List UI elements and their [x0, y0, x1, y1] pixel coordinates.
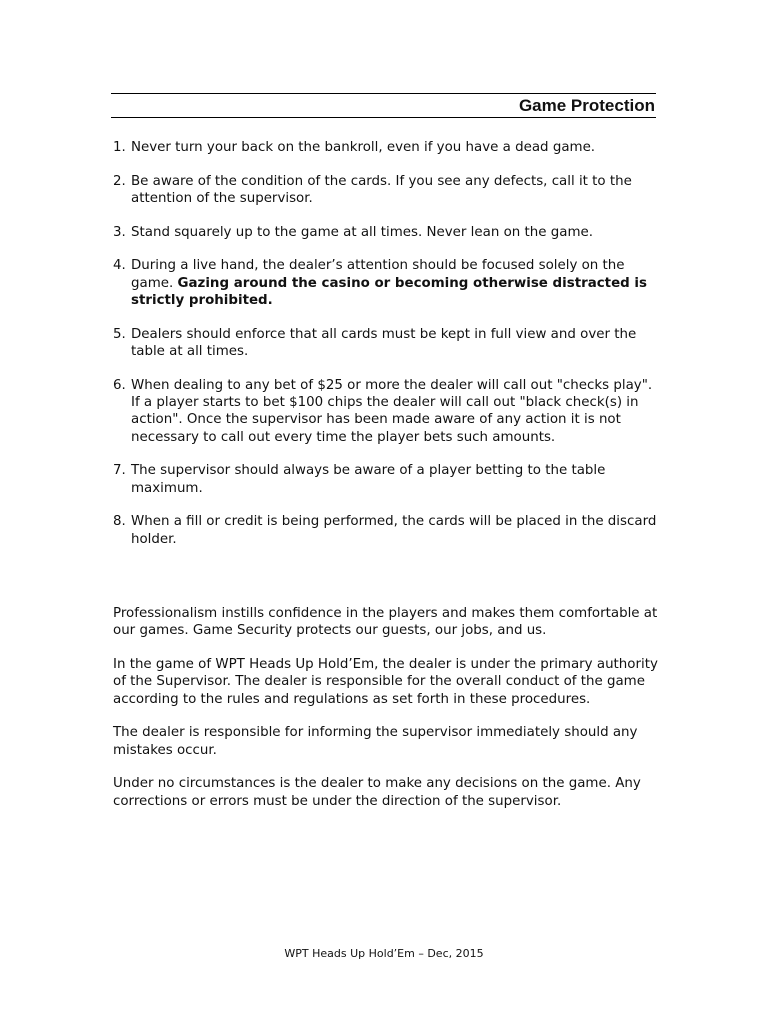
page-title: Game Protection [518, 96, 655, 115]
list-item-number: 3. [113, 224, 126, 240]
list-item-emphasis: Gazing around the casino or becoming otherwise distracted is strictly prohibited. [131, 275, 647, 308]
list-item-number: 8. [113, 514, 126, 530]
list-item-number: 4. [113, 258, 126, 274]
list-item-number: 1. [113, 140, 126, 155]
header-top-rule [111, 93, 656, 94]
list-item [113, 173, 663, 208]
list-item-text: The supervisor should always be aware of a player betting to the table maximum. [131, 463, 606, 496]
list-item-text: When a fill or credit is being performed, the cards will be placed in the discard holder. [131, 514, 657, 547]
body-paragraphs [113, 605, 663, 826]
list-item [113, 513, 663, 548]
list-item [113, 139, 663, 156]
list-item-number: 7. [113, 463, 126, 479]
list-item-number: 6. [113, 377, 126, 393]
page-footer: WPT Heads Up Hold’Em – Dec, 2015 [284, 947, 484, 960]
list-item-text: Never turn your back on the bankroll, even if you have a dead game. [131, 140, 596, 155]
list-item [113, 224, 663, 241]
paragraph-decisions: Under no circumstances is the dealer to make any decisions on the game. Any corrections or errors must be under the direction of the supervisor. [113, 776, 641, 809]
list-item-text: During a live hand, the dealer’s attention should be focused solely on the game. [131, 258, 625, 291]
list-item [113, 462, 663, 497]
list-item-number: 2. [113, 173, 126, 189]
header-bottom-rule [111, 117, 656, 118]
rules-list [113, 139, 663, 564]
list-item-number: 5. [113, 326, 126, 342]
paragraph-authority: In the game of WPT Heads Up Hold’Em, the dealer is under the primary authority of the Supervisor. The dealer is responsible for the overall conduct of the game according to the rules and regulations as set forth in these procedures. [113, 657, 658, 707]
list-item-text: Dealers should enforce that all cards must be kept in full view and over the table at all times. [131, 326, 637, 359]
paragraph-mistakes: The dealer is responsible for informing the supervisor immediately should any mistakes occur. [113, 725, 638, 758]
list-item [113, 377, 663, 447]
list-item-text: When dealing to any bet of $25 or more the dealer will call out "checks play". If a player starts to bet $100 chips the dealer will call out "black check(s) in action". Once the supervisor has been made aware of any action it is not necessary to call out every time the player bets such amounts. [131, 377, 653, 445]
paragraph-professionalism: Professionalism instills confidence in the players and makes them comfortable at our games. Game Security protects our guests, our jobs, and us. [113, 606, 658, 639]
list-item-text: Stand squarely up to the game at all times. Never lean on the game. [131, 224, 593, 240]
list-item [113, 326, 663, 361]
list-item-text: Be aware of the condition of the cards. If you see any defects, call it to the attention of the supervisor. [131, 173, 632, 206]
list-item [113, 257, 663, 309]
